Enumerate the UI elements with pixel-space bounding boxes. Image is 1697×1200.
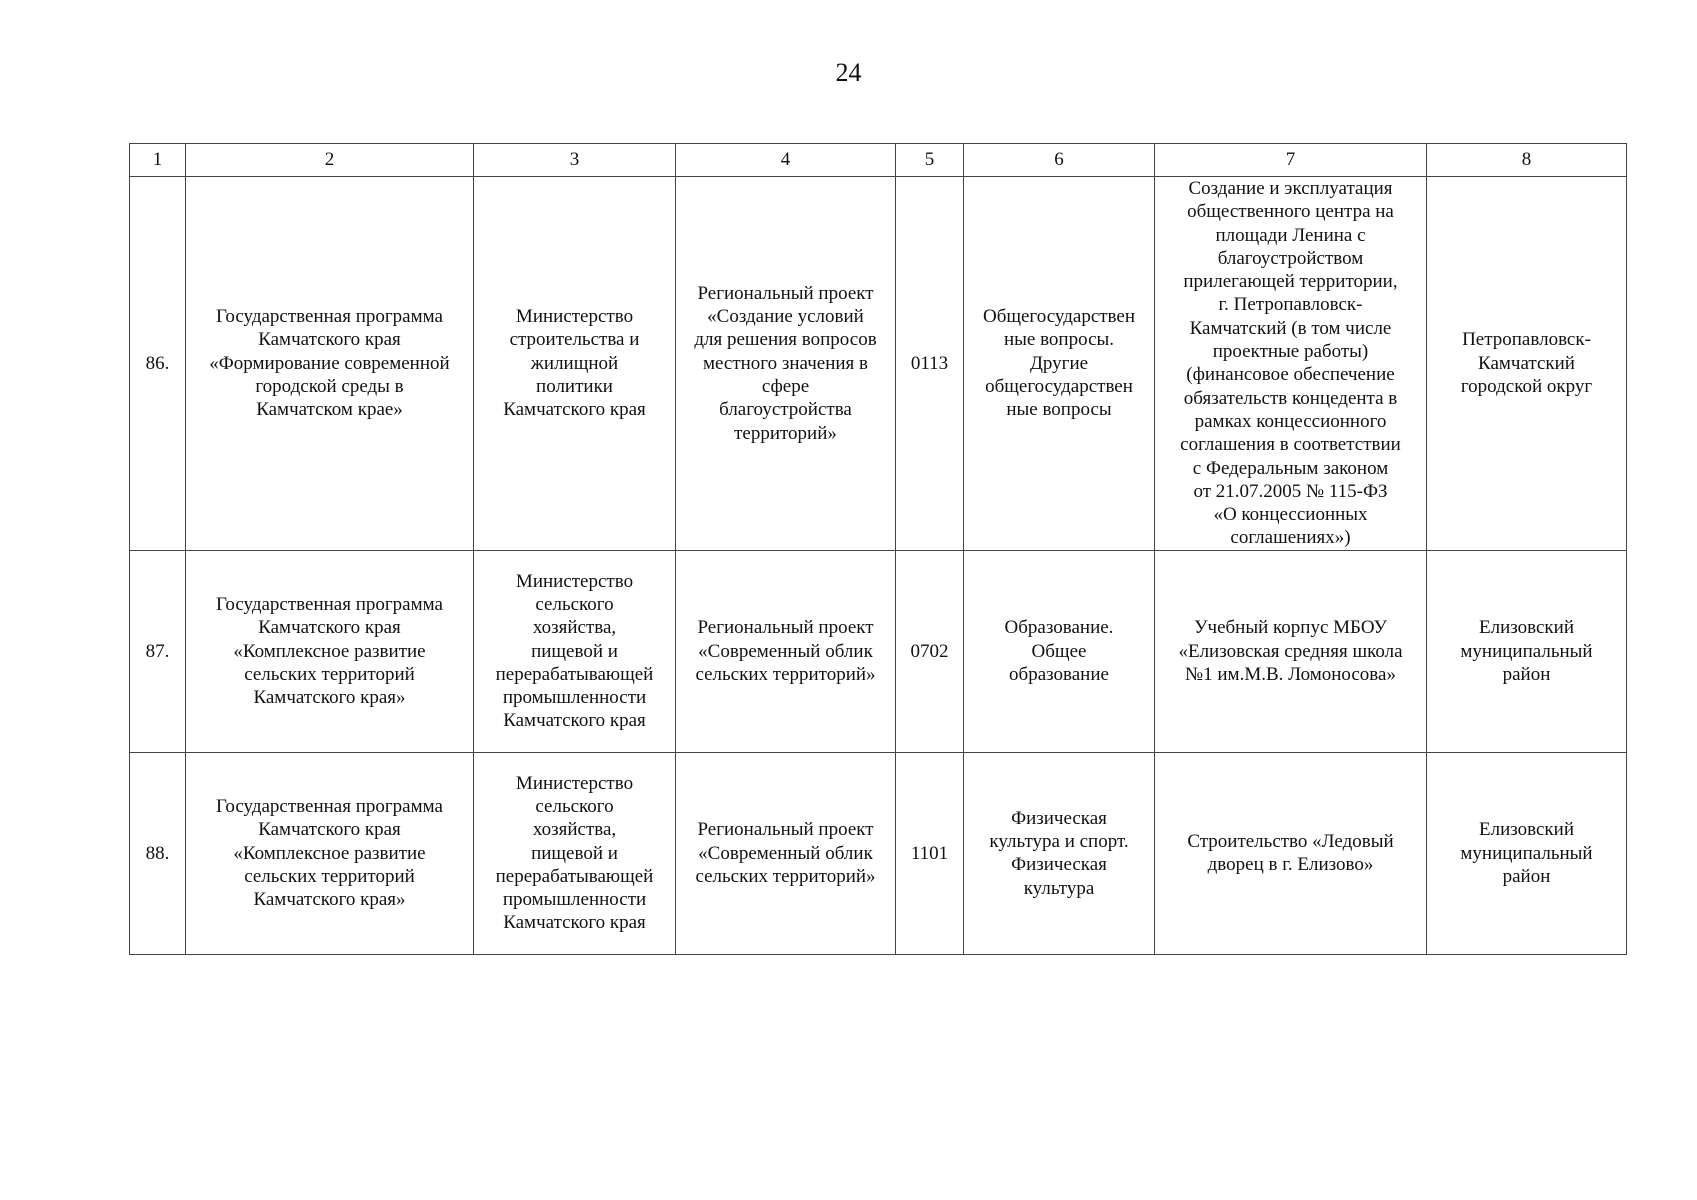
object-cell: Учебный корпус МБОУ «Елизовская средняя школа №1 им.М.В. Ломоносова» xyxy=(1155,550,1427,752)
table-row xyxy=(130,177,1627,551)
section-cell: Общегосударствен ные вопросы. Другие общегосударствен ные вопросы xyxy=(964,177,1155,551)
page-number: 24 xyxy=(835,58,862,87)
code-cell: 0702 xyxy=(896,550,964,752)
project-cell: Региональный проект «Современный облик сельских территорий» xyxy=(676,752,896,954)
column-header: 7 xyxy=(1155,144,1427,177)
column-header: 5 xyxy=(896,144,964,177)
row-number-cell: 88. xyxy=(130,752,186,954)
project-cell: Региональный проект «Современный облик сельских территорий» xyxy=(676,550,896,752)
municipality-cell: Елизовский муниципальный район xyxy=(1427,550,1627,752)
column-header: 8 xyxy=(1427,144,1627,177)
column-header: 2 xyxy=(186,144,474,177)
ministry-cell: Министерство сельского хозяйства, пищевой и перерабатывающей промышленности Камчатского края xyxy=(474,752,676,954)
program-cell: Государственная программа Камчатского края «Комплексное развитие сельских территорий Камчатского края» xyxy=(186,550,474,752)
column-header: 4 xyxy=(676,144,896,177)
column-header: 3 xyxy=(474,144,676,177)
municipality-cell: Петропавловск- Камчатский городской округ xyxy=(1427,177,1627,551)
header-row xyxy=(130,144,1627,177)
ministry-cell: Министерство сельского хозяйства, пищевой и перерабатывающей промышленности Камчатского края xyxy=(474,550,676,752)
object-cell: Строительство «Ледовый дворец в г. Елизово» xyxy=(1155,752,1427,954)
table-row xyxy=(130,752,1627,954)
section-cell: Образование. Общее образование xyxy=(964,550,1155,752)
municipality-cell: Елизовский муниципальный район xyxy=(1427,752,1627,954)
data-table xyxy=(129,143,1627,955)
row-number-cell: 87. xyxy=(130,550,186,752)
code-cell: 0113 xyxy=(896,177,964,551)
table-row xyxy=(130,550,1627,752)
program-cell: Государственная программа Камчатского края «Формирование современной городской среды в Камчатском крае» xyxy=(186,177,474,551)
project-cell: Региональный проект «Создание условий для решения вопросов местного значения в сфере благоустройства территорий» xyxy=(676,177,896,551)
code-cell: 1101 xyxy=(896,752,964,954)
section-cell: Физическая культура и спорт. Физическая культура xyxy=(964,752,1155,954)
program-cell: Государственная программа Камчатского края «Комплексное развитие сельских территорий Камчатского края» xyxy=(186,752,474,954)
ministry-cell: Министерство строительства и жилищной политики Камчатского края xyxy=(474,177,676,551)
column-header: 6 xyxy=(964,144,1155,177)
column-header: 1 xyxy=(130,144,186,177)
row-number-cell: 86. xyxy=(130,177,186,551)
object-cell: Создание и эксплуатация общественного центра на площади Ленина с благоустройством прилегающей территории, г. Петропавловск- Камчатский (в том числе проектные работы) (финансовое обеспечение обязательств концедента в рамках концессионного соглашения в соответствии с Федеральным законом от 21.07.2005 № 115-ФЗ «О концессионных соглашениях») xyxy=(1155,177,1427,551)
